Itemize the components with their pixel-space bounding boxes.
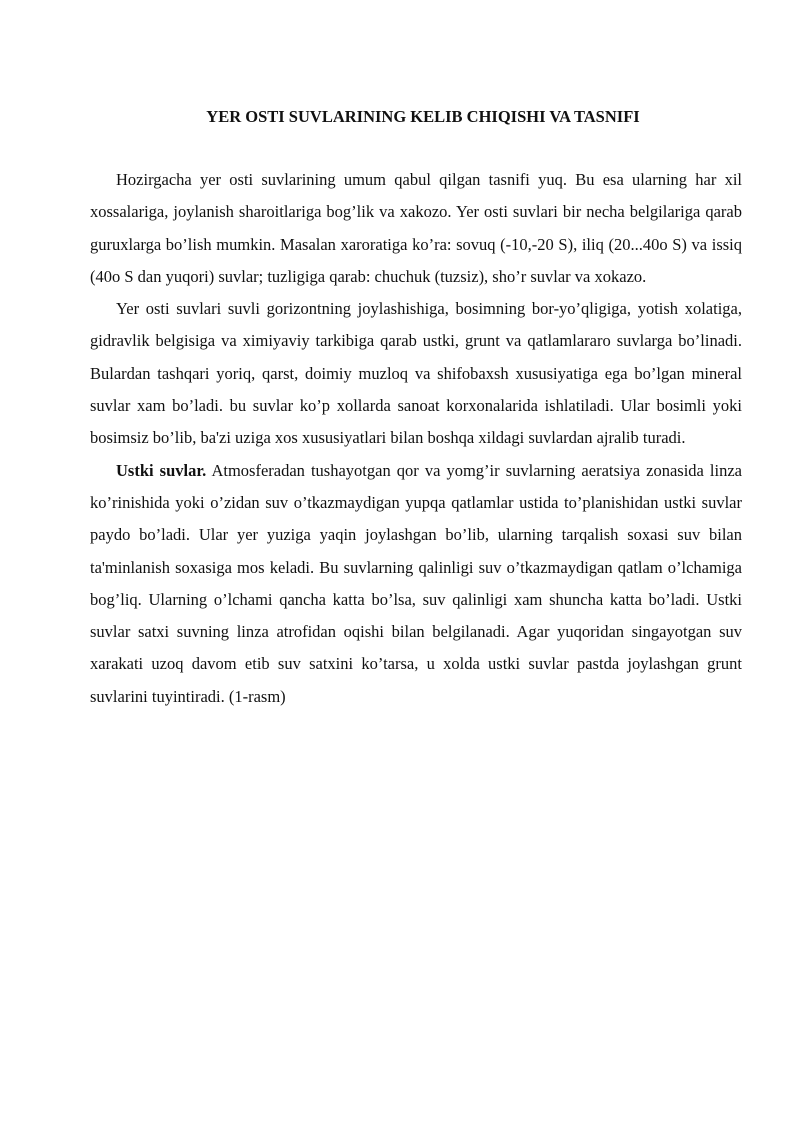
- paragraph-surface-waters: [90, 455, 742, 713]
- paragraph-text: Hozirgacha yer osti suvlarining umum qabul qilgan tasnifi yuq. Bu esa ularning har xil xossalariga, joylanish sharoitlariga bog’lik va xakozo. Yer osti suvlari bir necha belgilariga qarab guruxlarga bo’lish mumkin. Masalan xaroratiga ko’ra: sovuq (-10,-20 S), iliq (20...40o S) va issiq (40o S dan yuqori) suvlar; tuzligiga qarab: chuchuk (tuzsiz), sho’r suvlar va xokazo.: [90, 170, 742, 286]
- paragraph-lead-heading: Ustki suvlar.: [116, 460, 207, 480]
- paragraph-text: Atmosferadan tushayotgan qor va yomg’ir suvlarning aeratsiya zonasida linza ko’rinishida yoki o’zidan suv o’tkazmaydigan yupqa qatlamlar ustida to’planishidan ustki suvlar paydo bo’ladi. Ular yer yuziga yaqin joylashgan bo’lib, ularning tarqalish soxasi suv bilan ta'minlanish soxasiga mos keladi. Bu suvlarning qalinligi suv o’tkazmaydigan qatlam o’lchamiga bog’liq. Ularning o’lchami qancha katta bo’lsa, suv qalinligi xam shuncha katta bo’ladi. Ustki suvlar satxi suvning linza atrofidan oqishi bilan belgilanadi. Agar yuqoridan singayotgan suv xarakati uzoq davom etib suv satxini ko’tarsa, u xolda ustki suvlar pastda joylashgan grunt suvlarini tuyintiradi. (1-rasm): [90, 460, 742, 706]
- document-title: YER OSTI SUVLARINING KELIB CHIQISHI VA TASNIFI: [206, 107, 640, 126]
- paragraph-classification-intro: [90, 164, 742, 293]
- paragraph-text: Yer osti suvlari suvli gorizontning joylashishiga, bosimning bor-yo’qligiga, yotish xolatiga, gidravlik belgisiga va ximiyaviy tarkibiga qarab ustki, grunt va qatlamlararo suvlarga bo’linadi. Bulardan tashqari yoriq, qarst, doimiy muzloq va shifobaxsh xususiyatiga ega bo’lgan mineral suvlar xam bo’ladi. bu suvlar ko’p xollarda sanoat korxonalarida ishlatiladi. Ular bosimli yoki bosimsiz bo’lib, ba'zi uziga xos xususiyatlari bilan boshqa xildagi suvlardan ajralib turadi.: [90, 299, 742, 448]
- paragraph-groundwater-types: [90, 293, 742, 454]
- document-page: [90, 105, 742, 713]
